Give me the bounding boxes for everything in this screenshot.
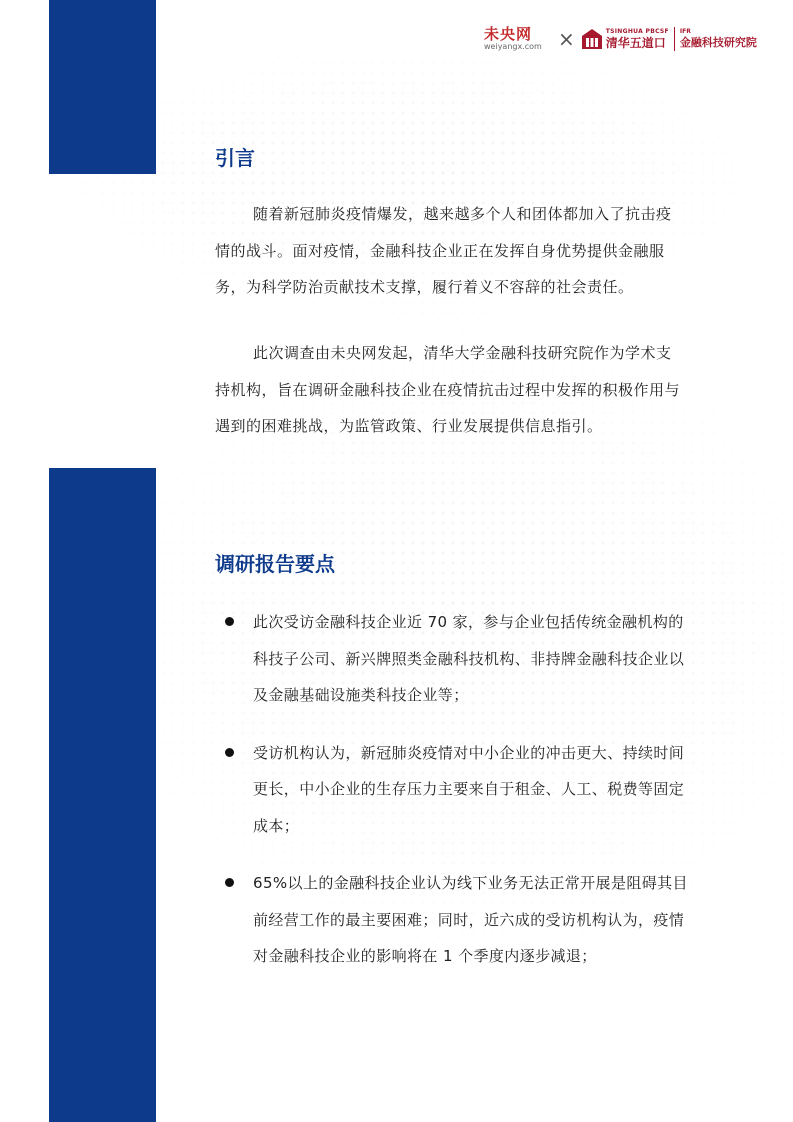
header-logos (484, 22, 774, 56)
highlights-list (215, 604, 695, 975)
bullet-icon (225, 878, 234, 887)
list-item (215, 604, 695, 714)
list-item-text: 此次受访金融科技企业近 70 家，参与企业包括传统金融机构的科技子公司、新兴牌照类金融科技机构、非持牌金融科技企业以及金融基础设施类科技企业等； (253, 613, 685, 704)
logo-divider (674, 27, 675, 51)
highlights-title: 调研报告要点 (215, 552, 335, 576)
tsinghua-emblem-icon (581, 28, 603, 50)
bullet-icon (225, 617, 234, 626)
bullet-icon (225, 748, 234, 757)
logo-separator: × (558, 27, 575, 51)
weiyangx-logo-url: weiyangx.com (484, 42, 542, 51)
list-item (215, 735, 695, 845)
weiyangx-logo (484, 26, 552, 52)
weiyangx-logo-cn: 未央网 (484, 25, 533, 43)
list-item-text: 65%以上的金融科技企业认为线下业务无法正常开展是阻碍其目前经营工作的最主要困难；同时，近六成的受访机构认为，疫情对金融科技企业的影响将在 1 个季度内逐步减退； (253, 874, 688, 965)
intro-paragraph-2 (215, 335, 685, 445)
ifr-logo-en: IFR (679, 28, 691, 35)
tsinghua-pbcsf-en: TSINGHUA PBCSF (605, 28, 669, 35)
list-item-text: 受访机构认为，新冠肺炎疫情对中小企业的冲击更大、持续时间更长，中小企业的生存压力主要来自于租金、人工、税费等固定成本； (253, 743, 685, 835)
intro-paragraph-2-text: 此次调查由未央网发起，清华大学金融科技研究院作为学术支持机构，旨在调研金融科技企业在疫情抗击过程中发挥的积极作用与遇到的困难挑战，为监管政策、行业发展提供信息指引。 (215, 344, 681, 435)
tsinghua-pbcsf-logo (581, 27, 757, 51)
ifr-logo (680, 28, 757, 50)
ifr-logo-cn: 金融科技研究院 (679, 36, 757, 49)
decorative-blue-bar-top (49, 0, 156, 174)
intro-paragraph-1 (215, 196, 685, 306)
decorative-blue-bar-bottom (49, 468, 156, 1122)
list-item (215, 865, 695, 975)
tsinghua-pbcsf-cn: 清华五道口 (605, 36, 666, 50)
intro-paragraph-1-text: 随着新冠肺炎疫情爆发，越来越多个人和团体都加入了抗击疫情的战斗。面对疫情，金融科技企业正在发挥自身优势提供金融服务，为科学防治贡献技术支撑，履行着义不容辞的社会责任。 (215, 205, 672, 296)
intro-title: 引言 (215, 146, 255, 170)
